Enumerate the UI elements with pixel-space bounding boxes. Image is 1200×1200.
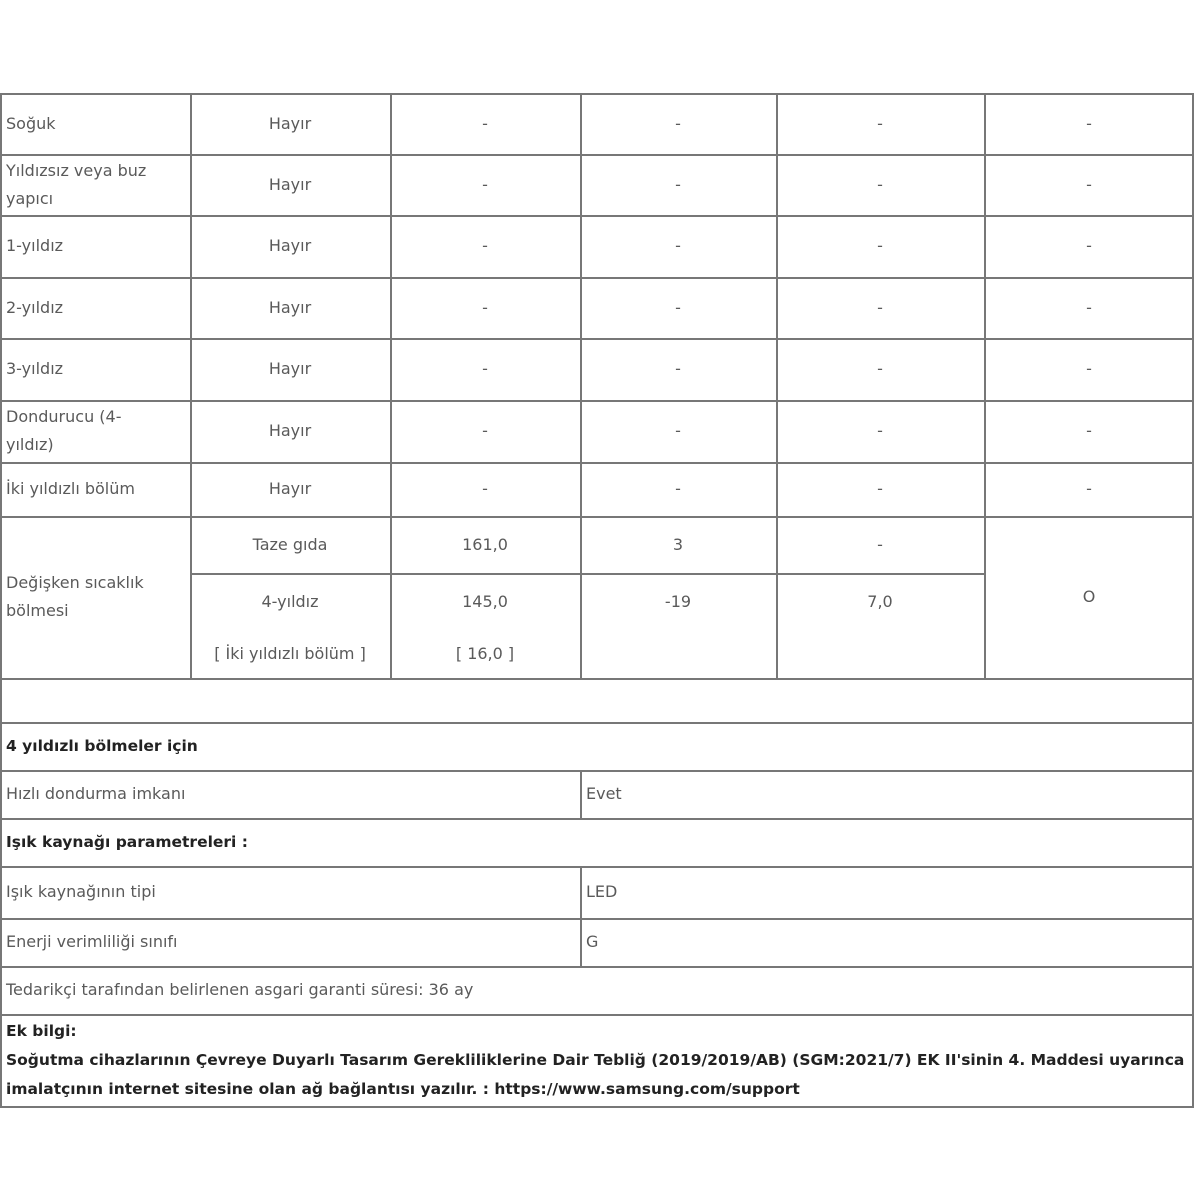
fast-freeze-value: Evet [586, 784, 622, 803]
table-rule [1192, 93, 1194, 1108]
section-heading: 4 yıldızlı bölmeler için [6, 737, 198, 755]
table-cell: - [1086, 297, 1092, 317]
table-cell: 161,0 [462, 534, 508, 554]
table-rule [0, 462, 1194, 464]
table-cell: Hayır [268, 236, 312, 255]
energy-class-value: G [586, 932, 599, 951]
table-rule [580, 93, 582, 678]
table-rule [0, 866, 1194, 868]
table-cell: - [675, 174, 681, 194]
table-cell: - [877, 534, 883, 554]
table-rule [0, 154, 1194, 156]
fast-freeze-label: Hızlı dondurma imkanı [6, 784, 186, 803]
table-cell: Taze gıda [252, 534, 328, 554]
table-cell: - [877, 359, 883, 378]
table-cell: - [675, 236, 681, 255]
light-type-value: LED [586, 882, 618, 901]
compartment-label: Dondurucu (4-yıldız) [6, 407, 122, 454]
compartment-label: 3-yıldız [6, 359, 64, 378]
table-cell: Hayır [268, 113, 312, 133]
table-cell: - [482, 297, 488, 317]
table-rule [0, 338, 1194, 340]
table-cell: - [877, 113, 883, 133]
table-cell: - [482, 479, 488, 498]
table-cell: - [1086, 359, 1092, 378]
table-cell: -19 [664, 591, 692, 611]
compartment-label: İki yıldızlı bölüm [6, 479, 135, 498]
table-rule [0, 918, 1194, 920]
table-cell: [ İki yıldızlı bölüm ] [214, 644, 366, 663]
compartment-label: 2-yıldız [6, 297, 64, 317]
table-cell: - [1086, 421, 1092, 440]
table-cell: - [1086, 174, 1092, 194]
table-cell: Hayır [268, 479, 312, 498]
table-cell: - [675, 421, 681, 440]
table-cell: - [675, 113, 681, 133]
table-cell: - [482, 236, 488, 255]
section-heading: Işık kaynağı parametreleri : [6, 833, 248, 851]
table-cell: O [1082, 587, 1096, 606]
table-rule [0, 215, 1194, 217]
table-rule [190, 93, 192, 678]
table-rule [984, 93, 986, 678]
table-rule [390, 93, 392, 678]
table-cell: - [877, 236, 883, 255]
extra-info [6, 1017, 1192, 1104]
table-rule [0, 1014, 1194, 1016]
table-rule [0, 93, 2, 1108]
variable-compartment-label: Değişken sıcaklık bölmesi [6, 573, 144, 620]
table-cell: Hayır [268, 359, 312, 378]
spec-table [0, 93, 1194, 1108]
table-cell: - [675, 359, 681, 378]
table-cell: 4-yıldız [261, 591, 319, 611]
table-cell: 145,0 [462, 591, 508, 611]
table-rule [0, 93, 1194, 95]
table-cell: - [877, 479, 883, 498]
table-cell: - [1086, 113, 1092, 133]
table-rule [0, 678, 1194, 680]
table-cell: - [482, 113, 488, 133]
warranty-text: Tedarikçi tarafından belirlenen asgari garanti süresi: 36 ay [6, 980, 474, 999]
table-cell: - [877, 297, 883, 317]
table-rule [0, 1106, 1194, 1108]
compartment-label: Soğuk [6, 113, 56, 133]
light-type-label: Işık kaynağının tipi [6, 882, 156, 901]
extra-info-text: Soğutma cihazlarının Çevreye Duyarlı Tasarım Gerekliliklerine Dair Tebliğ (2019/2019/AB) (SGM:2021/7) EK II'sinin 4. Maddesi uyarınca imalatçının internet sitesine olan ağ bağlantısı yazılır. : https://www.samsung.com/support [6, 1051, 1185, 1098]
table-cell: - [675, 479, 681, 498]
table-cell: - [877, 421, 883, 440]
table-rule [0, 818, 1194, 820]
table-cell: - [482, 421, 488, 440]
table-rule [0, 722, 1194, 724]
table-cell: Hayır [268, 297, 312, 317]
table-cell: - [675, 297, 681, 317]
energy-class-label: Enerji verimliliği sınıfı [6, 932, 178, 951]
table-rule [580, 770, 582, 818]
table-cell: Hayır [268, 174, 312, 194]
table-cell: - [877, 174, 883, 194]
table-rule [0, 516, 1194, 518]
table-cell: [ 16,0 ] [455, 644, 515, 663]
compartment-label: Yıldızsız veya buz yapıcı [6, 160, 147, 208]
table-cell: 7,0 [867, 591, 893, 611]
table-rule [0, 400, 1194, 402]
compartment-label: 1-yıldız [6, 236, 64, 255]
table-rule [0, 770, 1194, 772]
table-cell: - [1086, 236, 1092, 255]
table-rule [776, 93, 778, 678]
extra-info-heading: Ek bilgi: [6, 1022, 77, 1040]
table-rule [190, 573, 984, 575]
table-cell: - [482, 359, 488, 378]
table-cell: Hayır [268, 421, 312, 440]
table-rule [0, 966, 1194, 968]
table-cell: - [482, 174, 488, 194]
table-cell: - [1086, 479, 1092, 498]
table-cell: 3 [672, 534, 684, 554]
table-rule [0, 277, 1194, 279]
table-rule [580, 866, 582, 966]
